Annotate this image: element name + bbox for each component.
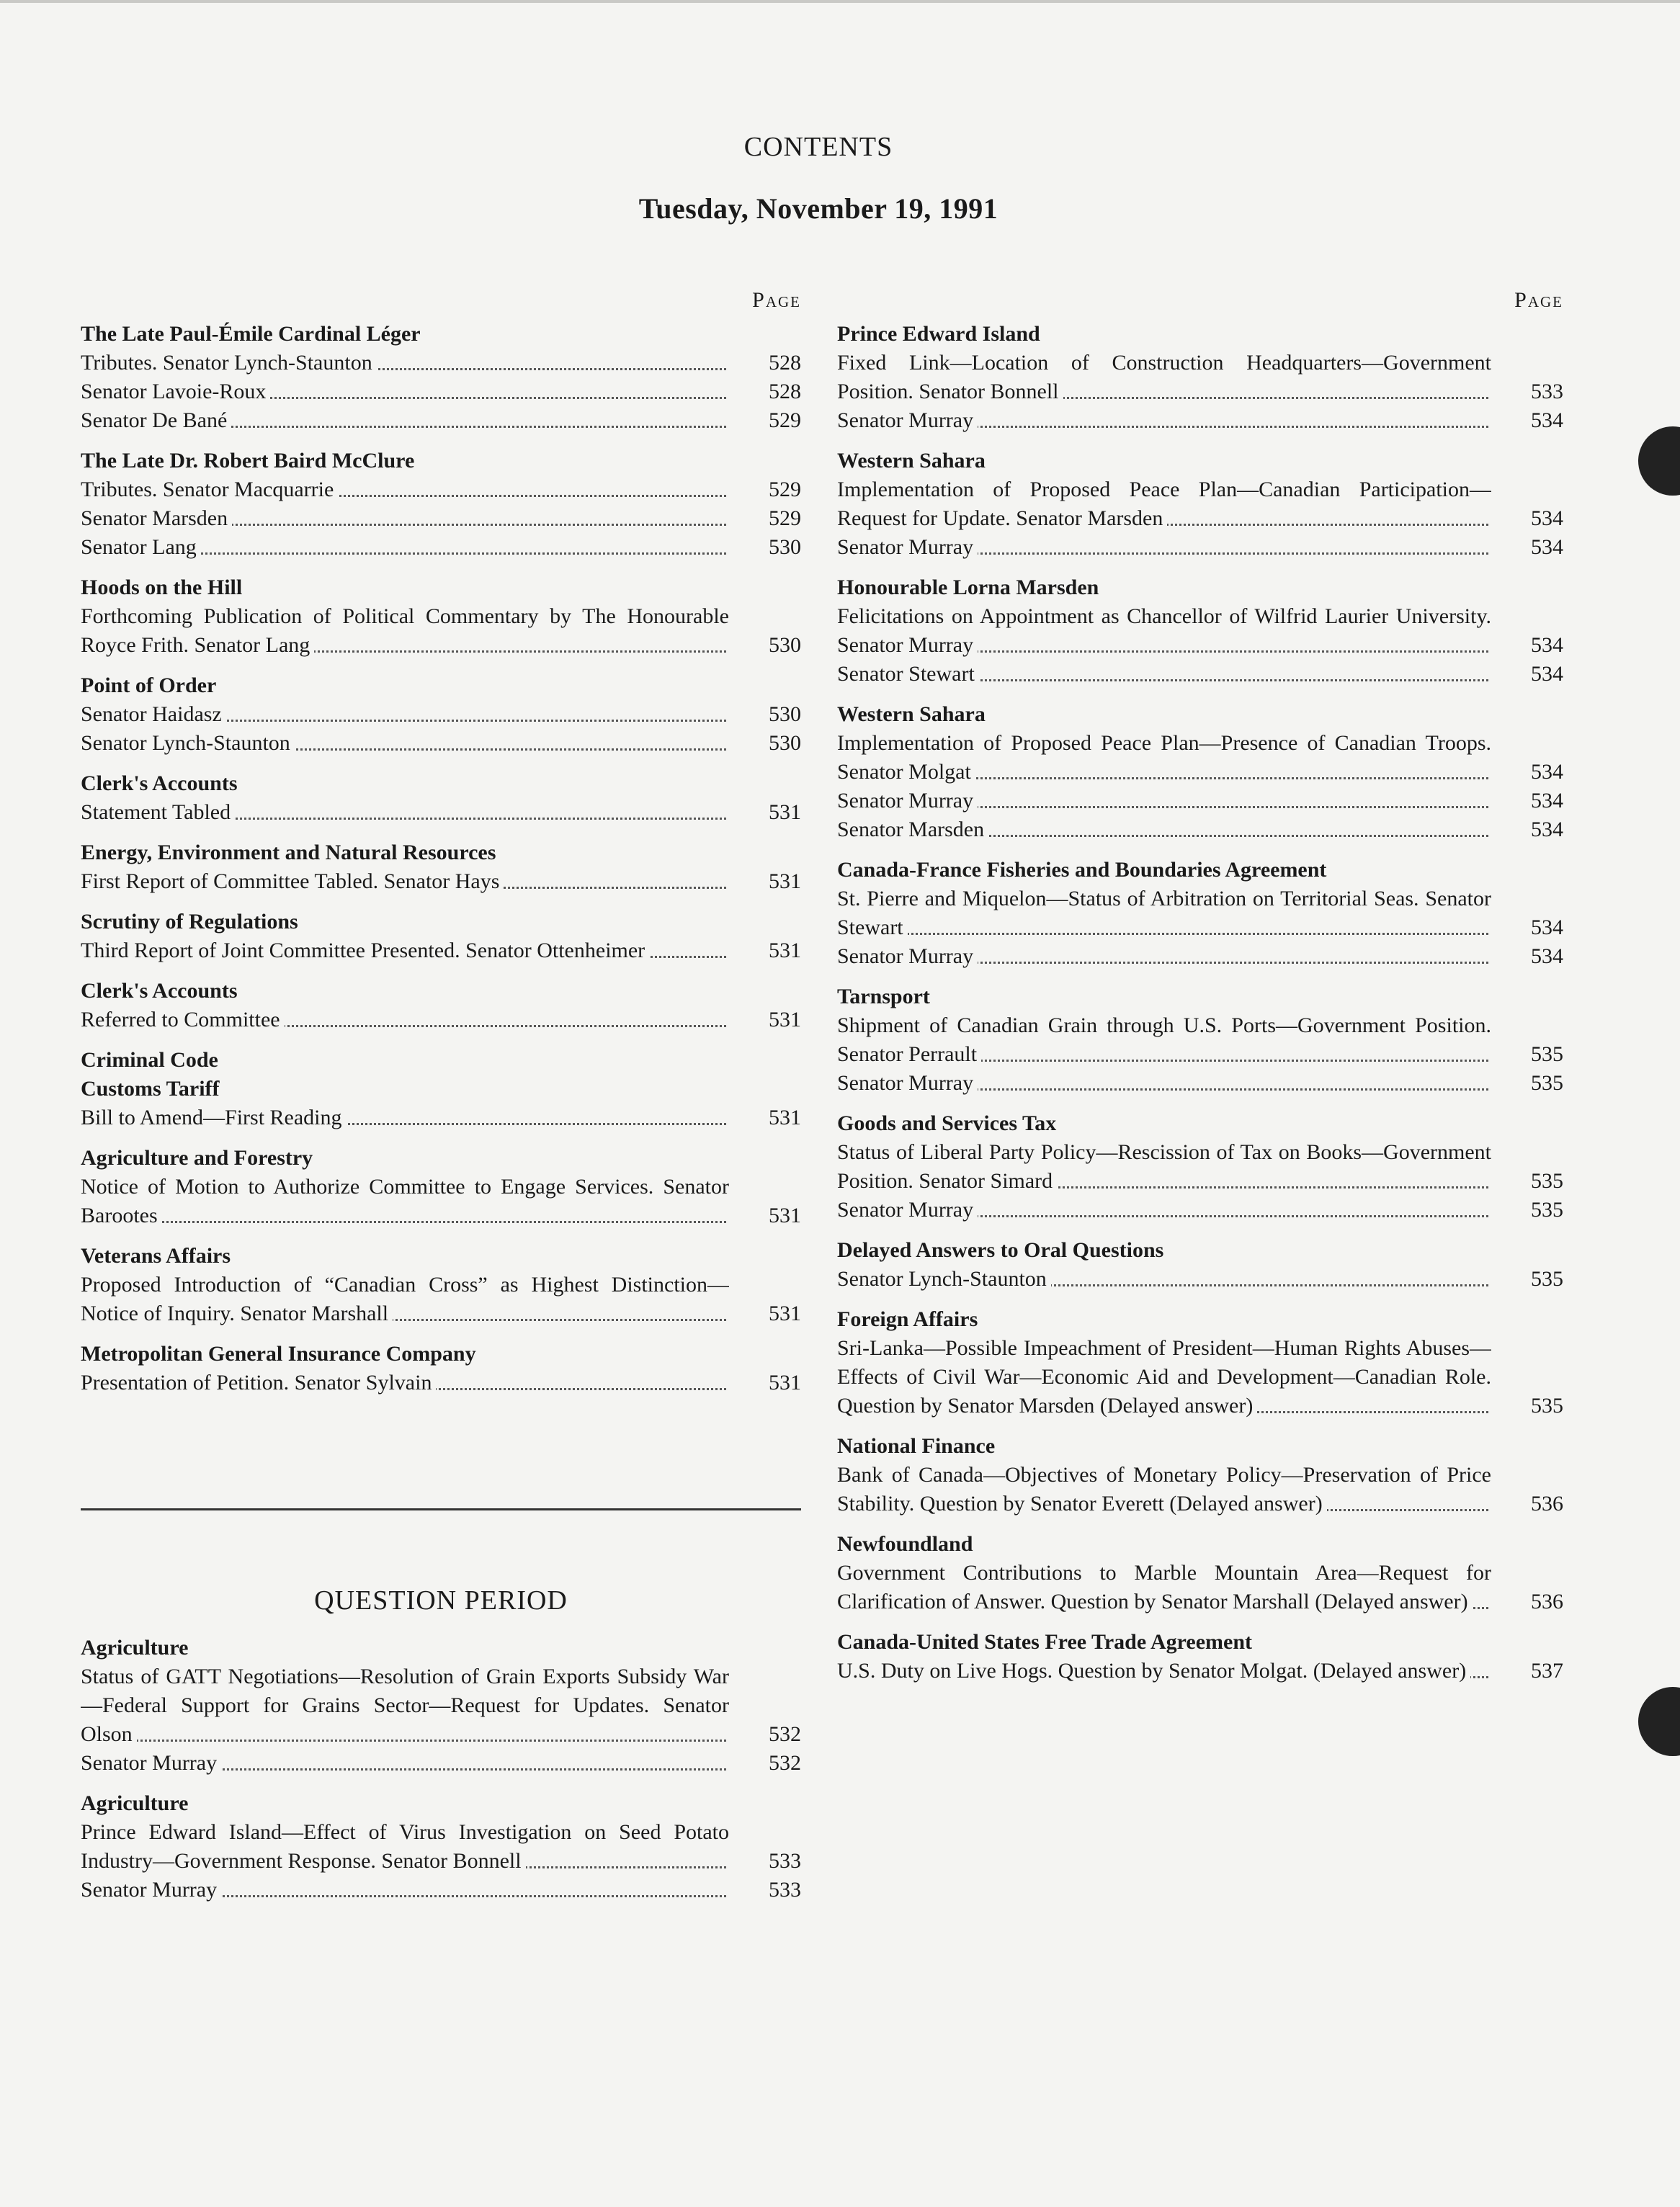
entry-page-number: 530	[769, 535, 801, 559]
toc-section	[81, 1144, 801, 1230]
entry-page-number: 534	[1531, 789, 1563, 812]
entry-page-number: 531	[769, 939, 801, 962]
toc-entry	[81, 1818, 801, 1876]
toc-section	[837, 447, 1563, 562]
dot-leader	[81, 1221, 726, 1223]
toc-entry	[837, 815, 1563, 844]
toc-entry	[837, 475, 1563, 533]
toc-entry	[837, 942, 1563, 971]
entry-page-number: 537	[1531, 1659, 1563, 1683]
entry-text: Senator Murray	[837, 1198, 978, 1222]
question-period-column	[81, 1634, 801, 1916]
toc-entry	[81, 1104, 801, 1132]
section-heading: Western Sahara	[837, 702, 986, 726]
section-heading: Agriculture and Forestry	[81, 1146, 313, 1170]
toc-entry	[81, 602, 801, 660]
entry-text: Bank of Canada—Objectives of Monetary Policy—Preservation of Price Stability. Question by Senator Everett (Delayed answer)	[837, 1463, 1491, 1516]
entry-page-number: 535	[1531, 1267, 1563, 1291]
section-heading: Agriculture	[81, 1791, 189, 1815]
section-heading: Foreign Affairs	[837, 1307, 978, 1331]
toc-section	[837, 982, 1563, 1098]
entry-page-number: 528	[769, 380, 801, 403]
entry-text: Tributes. Senator Lynch-Staunton	[81, 351, 377, 375]
toc-entry	[837, 1069, 1563, 1098]
entry-text: Senator Marsden	[81, 506, 232, 530]
toc-section	[81, 320, 801, 435]
entry-text: Senator Murray	[837, 408, 978, 432]
toc-section	[837, 1236, 1563, 1294]
entry-page-number: 536	[1531, 1492, 1563, 1516]
toc-entry	[837, 1657, 1563, 1686]
dot-leader	[81, 1740, 726, 1742]
entry-text: Tributes. Senator Macquarrie	[81, 478, 338, 501]
toc-entry	[837, 1334, 1563, 1420]
toc-section	[81, 447, 801, 562]
toc-section	[837, 700, 1563, 844]
entry-text: Bill to Amend—First Reading	[81, 1106, 347, 1129]
toc-section	[81, 1634, 801, 1778]
entry-page-number: 531	[769, 1106, 801, 1129]
entry-text: Senator Lavoie-Roux	[81, 380, 270, 403]
toc-entry	[837, 1138, 1563, 1196]
entry-text: Implementation of Proposed Peace Plan—Presence of Canadian Troops. Senator Molgat	[837, 731, 1491, 784]
toc-entry	[81, 1006, 801, 1034]
entry-page-number: 535	[1531, 1169, 1563, 1193]
toc-section	[81, 573, 801, 660]
entry-page-number: 534	[1531, 633, 1563, 657]
entry-text: St. Pierre and Miquelon—Status of Arbitration on Territorial Seas. Senator Stewart	[837, 887, 1491, 939]
section-heading: Prince Edward Island	[837, 322, 1040, 346]
toc-entry	[837, 406, 1563, 435]
section-heading: Customs Tariff	[81, 1077, 220, 1101]
entry-text: Status of GATT Negotiations—Resolution of Grain Exports Subsidy War—Federal Support for Grains Sector—Request for Updates. Senator Olson	[81, 1665, 729, 1746]
entry-text: Shipment of Canadian Grain through U.S. Ports—Government Position. Senator Perrault	[837, 1013, 1491, 1066]
entry-text: Government Contributions to Marble Mountain Area—Request for Clarification of Answer. Question by Senator Marshall (Delayed answer)	[837, 1561, 1491, 1613]
entry-text: Senator Stewart	[837, 662, 979, 686]
section-heading: Canada-United States Free Trade Agreement	[837, 1630, 1253, 1654]
toc-entry	[837, 885, 1563, 942]
toc-entry	[81, 504, 801, 533]
entry-page-number: 534	[1531, 760, 1563, 784]
toc-entry	[837, 602, 1563, 660]
entry-page-number: 535	[1531, 1042, 1563, 1066]
toc-entry	[81, 867, 801, 896]
entry-text: Presentation of Petition. Senator Sylvain	[81, 1371, 436, 1395]
toc-entry	[81, 475, 801, 504]
toc-entry	[81, 533, 801, 562]
entry-text: Sri-Lanka—Possible Impeachment of President—Human Rights Abuses—Effects of Civil War—Economic Aid and Development—Canadian Role. Question by Senator Marsden (Delayed answer)	[837, 1336, 1491, 1418]
entry-text: Status of Liberal Party Policy—Rescission of Tax on Books—Government Position. Senator Simard	[837, 1140, 1491, 1193]
entry-text: Senator Haidasz	[81, 702, 226, 726]
entry-page-number: 533	[1531, 380, 1563, 403]
section-heading: Honourable Lorna Marsden	[837, 576, 1099, 599]
section-heading: Criminal Code	[81, 1048, 218, 1072]
entry-page-number: 531	[769, 1371, 801, 1395]
toc-section	[837, 1305, 1563, 1420]
toc-section	[81, 769, 801, 827]
entry-text: Senator Murray	[837, 1071, 978, 1095]
section-divider	[81, 1508, 801, 1510]
entry-page-number: 535	[1531, 1071, 1563, 1095]
toc-entry	[81, 1173, 801, 1230]
binder-hole-top	[1638, 426, 1680, 496]
entry-page-number: 534	[1531, 916, 1563, 939]
entry-page-number: 534	[1531, 944, 1563, 968]
toc-section	[837, 856, 1563, 971]
toc-section	[81, 1340, 801, 1397]
entry-text: First Report of Committee Tabled. Senator Hays	[81, 869, 504, 893]
entry-text: Senator Murray	[81, 1878, 221, 1902]
entry-text: Prince Edward Island—Effect of Virus Investigation on Seed Potato Industry—Government Response. Senator Bonnell	[81, 1820, 729, 1873]
entry-page-number: 533	[769, 1849, 801, 1873]
entry-text: Senator Lang	[81, 535, 201, 559]
entry-text: Felicitations on Appointment as Chancellor of Wilfrid Laurier University. Senator Murray	[837, 604, 1491, 657]
toc-section	[81, 671, 801, 758]
toc-section	[837, 1628, 1563, 1686]
toc-entry	[81, 729, 801, 758]
entry-text: U.S. Duty on Live Hogs. Question by Senator Molgat. (Delayed answer)	[837, 1659, 1470, 1683]
section-heading: Delayed Answers to Oral Questions	[837, 1238, 1164, 1262]
entry-page-number: 530	[769, 731, 801, 755]
toc-section	[81, 977, 801, 1034]
section-heading: Hoods on the Hill	[81, 576, 243, 599]
toc-entry	[837, 1559, 1563, 1616]
toc-entry	[837, 729, 1563, 787]
section-heading: Clerk's Accounts	[81, 979, 238, 1003]
page-column-label: Page	[1514, 288, 1563, 312]
toc-entry	[81, 1662, 801, 1749]
toc-entry	[81, 349, 801, 377]
toc-entry	[81, 1749, 801, 1778]
entry-text: Third Report of Joint Committee Presented. Senator Ottenheimer	[81, 939, 649, 962]
section-heading: Scrutiny of Regulations	[81, 910, 298, 934]
section-heading: Newfoundland	[837, 1532, 973, 1556]
entry-text: Proposed Introduction of “Canadian Cross” as Highest Distinction—Notice of Inquiry. Senator Marshall	[81, 1273, 729, 1325]
section-heading: Metropolitan General Insurance Company	[81, 1342, 476, 1366]
section-heading: National Finance	[837, 1434, 996, 1458]
toc-section	[81, 908, 801, 965]
entry-text: Senator Lynch-Staunton	[81, 731, 295, 755]
entry-page-number: 531	[769, 800, 801, 824]
entry-page-number: 531	[769, 1008, 801, 1031]
toc-section	[81, 838, 801, 896]
page-top-edge	[0, 0, 1680, 3]
toc-entry	[837, 1196, 1563, 1225]
toc-entry	[81, 406, 801, 435]
page-column-label: Page	[752, 288, 801, 312]
entry-page-number: 535	[1531, 1198, 1563, 1222]
section-heading: Veterans Affairs	[81, 1244, 231, 1268]
section-heading: Tarnsport	[837, 985, 930, 1008]
entry-page-number: 533	[769, 1878, 801, 1902]
dot-leader	[837, 933, 1488, 935]
toc-entry	[837, 1011, 1563, 1069]
toc-entry	[81, 1876, 801, 1904]
section-heading: Agriculture	[81, 1636, 189, 1660]
toc-entry	[81, 700, 801, 729]
toc-entry	[837, 660, 1563, 689]
entry-page-number: 531	[769, 1302, 801, 1325]
toc-section	[81, 1789, 801, 1904]
entry-text: Senator Marsden	[837, 818, 988, 841]
toc-entry	[837, 349, 1563, 406]
sitting-date: Tuesday, November 19, 1991	[638, 192, 998, 225]
entry-page-number: 531	[769, 1204, 801, 1227]
entry-text: Senator De Bané	[81, 408, 231, 432]
section-heading: Western Sahara	[837, 449, 986, 473]
entry-page-number: 529	[769, 478, 801, 501]
toc-entry	[837, 787, 1563, 815]
entry-page-number: 535	[1531, 1394, 1563, 1418]
toc-entry	[81, 936, 801, 965]
toc-section	[81, 1242, 801, 1328]
toc-entry	[81, 798, 801, 827]
entry-text: Statement Tabled	[81, 800, 235, 824]
toc-entry	[81, 1271, 801, 1328]
toc-entry	[837, 533, 1563, 562]
toc-section	[837, 1432, 1563, 1518]
entry-text: Fixed Link—Location of Construction Headquarters—Government Position. Senator Bonnell	[837, 351, 1491, 403]
entry-text: Senator Murray	[81, 1751, 221, 1775]
section-heading: Canada-France Fisheries and Boundaries Agreement	[837, 858, 1327, 882]
toc-section	[837, 320, 1563, 435]
section-heading: The Late Paul-Émile Cardinal Léger	[81, 322, 421, 346]
toc-section	[837, 1530, 1563, 1616]
entry-page-number: 534	[1531, 818, 1563, 841]
toc-entry	[837, 1265, 1563, 1294]
entry-text: Implementation of Proposed Peace Plan—Canadian Participation—Request for Update. Senator Marsden	[837, 478, 1491, 530]
right-column	[837, 288, 1563, 1697]
binder-hole-bottom	[1638, 1687, 1680, 1756]
entry-page-number: 532	[769, 1722, 801, 1746]
question-period-title: QUESTION PERIOD	[314, 1585, 568, 1616]
section-heading: Energy, Environment and Natural Resources	[81, 841, 496, 864]
entry-page-number: 530	[769, 633, 801, 657]
left-column	[81, 288, 801, 1409]
toc-entry	[81, 377, 801, 406]
toc-section	[81, 1046, 801, 1132]
entry-page-number: 534	[1531, 506, 1563, 530]
toc-section	[837, 573, 1563, 689]
entry-text: Notice of Motion to Authorize Committee to Engage Services. Senator Barootes	[81, 1175, 729, 1227]
entry-page-number: 534	[1531, 408, 1563, 432]
entry-text: Senator Lynch-Staunton	[837, 1267, 1051, 1291]
contents-title: CONTENTS	[743, 132, 893, 162]
entry-page-number: 529	[769, 408, 801, 432]
section-heading: Point of Order	[81, 673, 217, 697]
entry-text: Forthcoming Publication of Political Commentary by The Honourable Royce Frith. Senator Lang	[81, 604, 729, 657]
entry-page-number: 534	[1531, 535, 1563, 559]
entry-text: Senator Murray	[837, 944, 978, 968]
entry-page-number: 529	[769, 506, 801, 530]
section-heading: The Late Dr. Robert Baird McClure	[81, 449, 415, 473]
entry-page-number: 530	[769, 702, 801, 726]
toc-section	[837, 1109, 1563, 1225]
entry-page-number: 532	[769, 1751, 801, 1775]
entry-text: Senator Murray	[837, 789, 978, 812]
entry-text: Senator Murray	[837, 535, 978, 559]
section-heading: Goods and Services Tax	[837, 1111, 1057, 1135]
entry-page-number: 531	[769, 869, 801, 893]
entry-page-number: 528	[769, 351, 801, 375]
section-heading: Clerk's Accounts	[81, 771, 238, 795]
toc-entry	[81, 1369, 801, 1397]
toc-entry	[837, 1461, 1563, 1518]
entry-text: Referred to Committee	[81, 1008, 285, 1031]
entry-page-number: 536	[1531, 1590, 1563, 1613]
entry-page-number: 534	[1531, 662, 1563, 686]
